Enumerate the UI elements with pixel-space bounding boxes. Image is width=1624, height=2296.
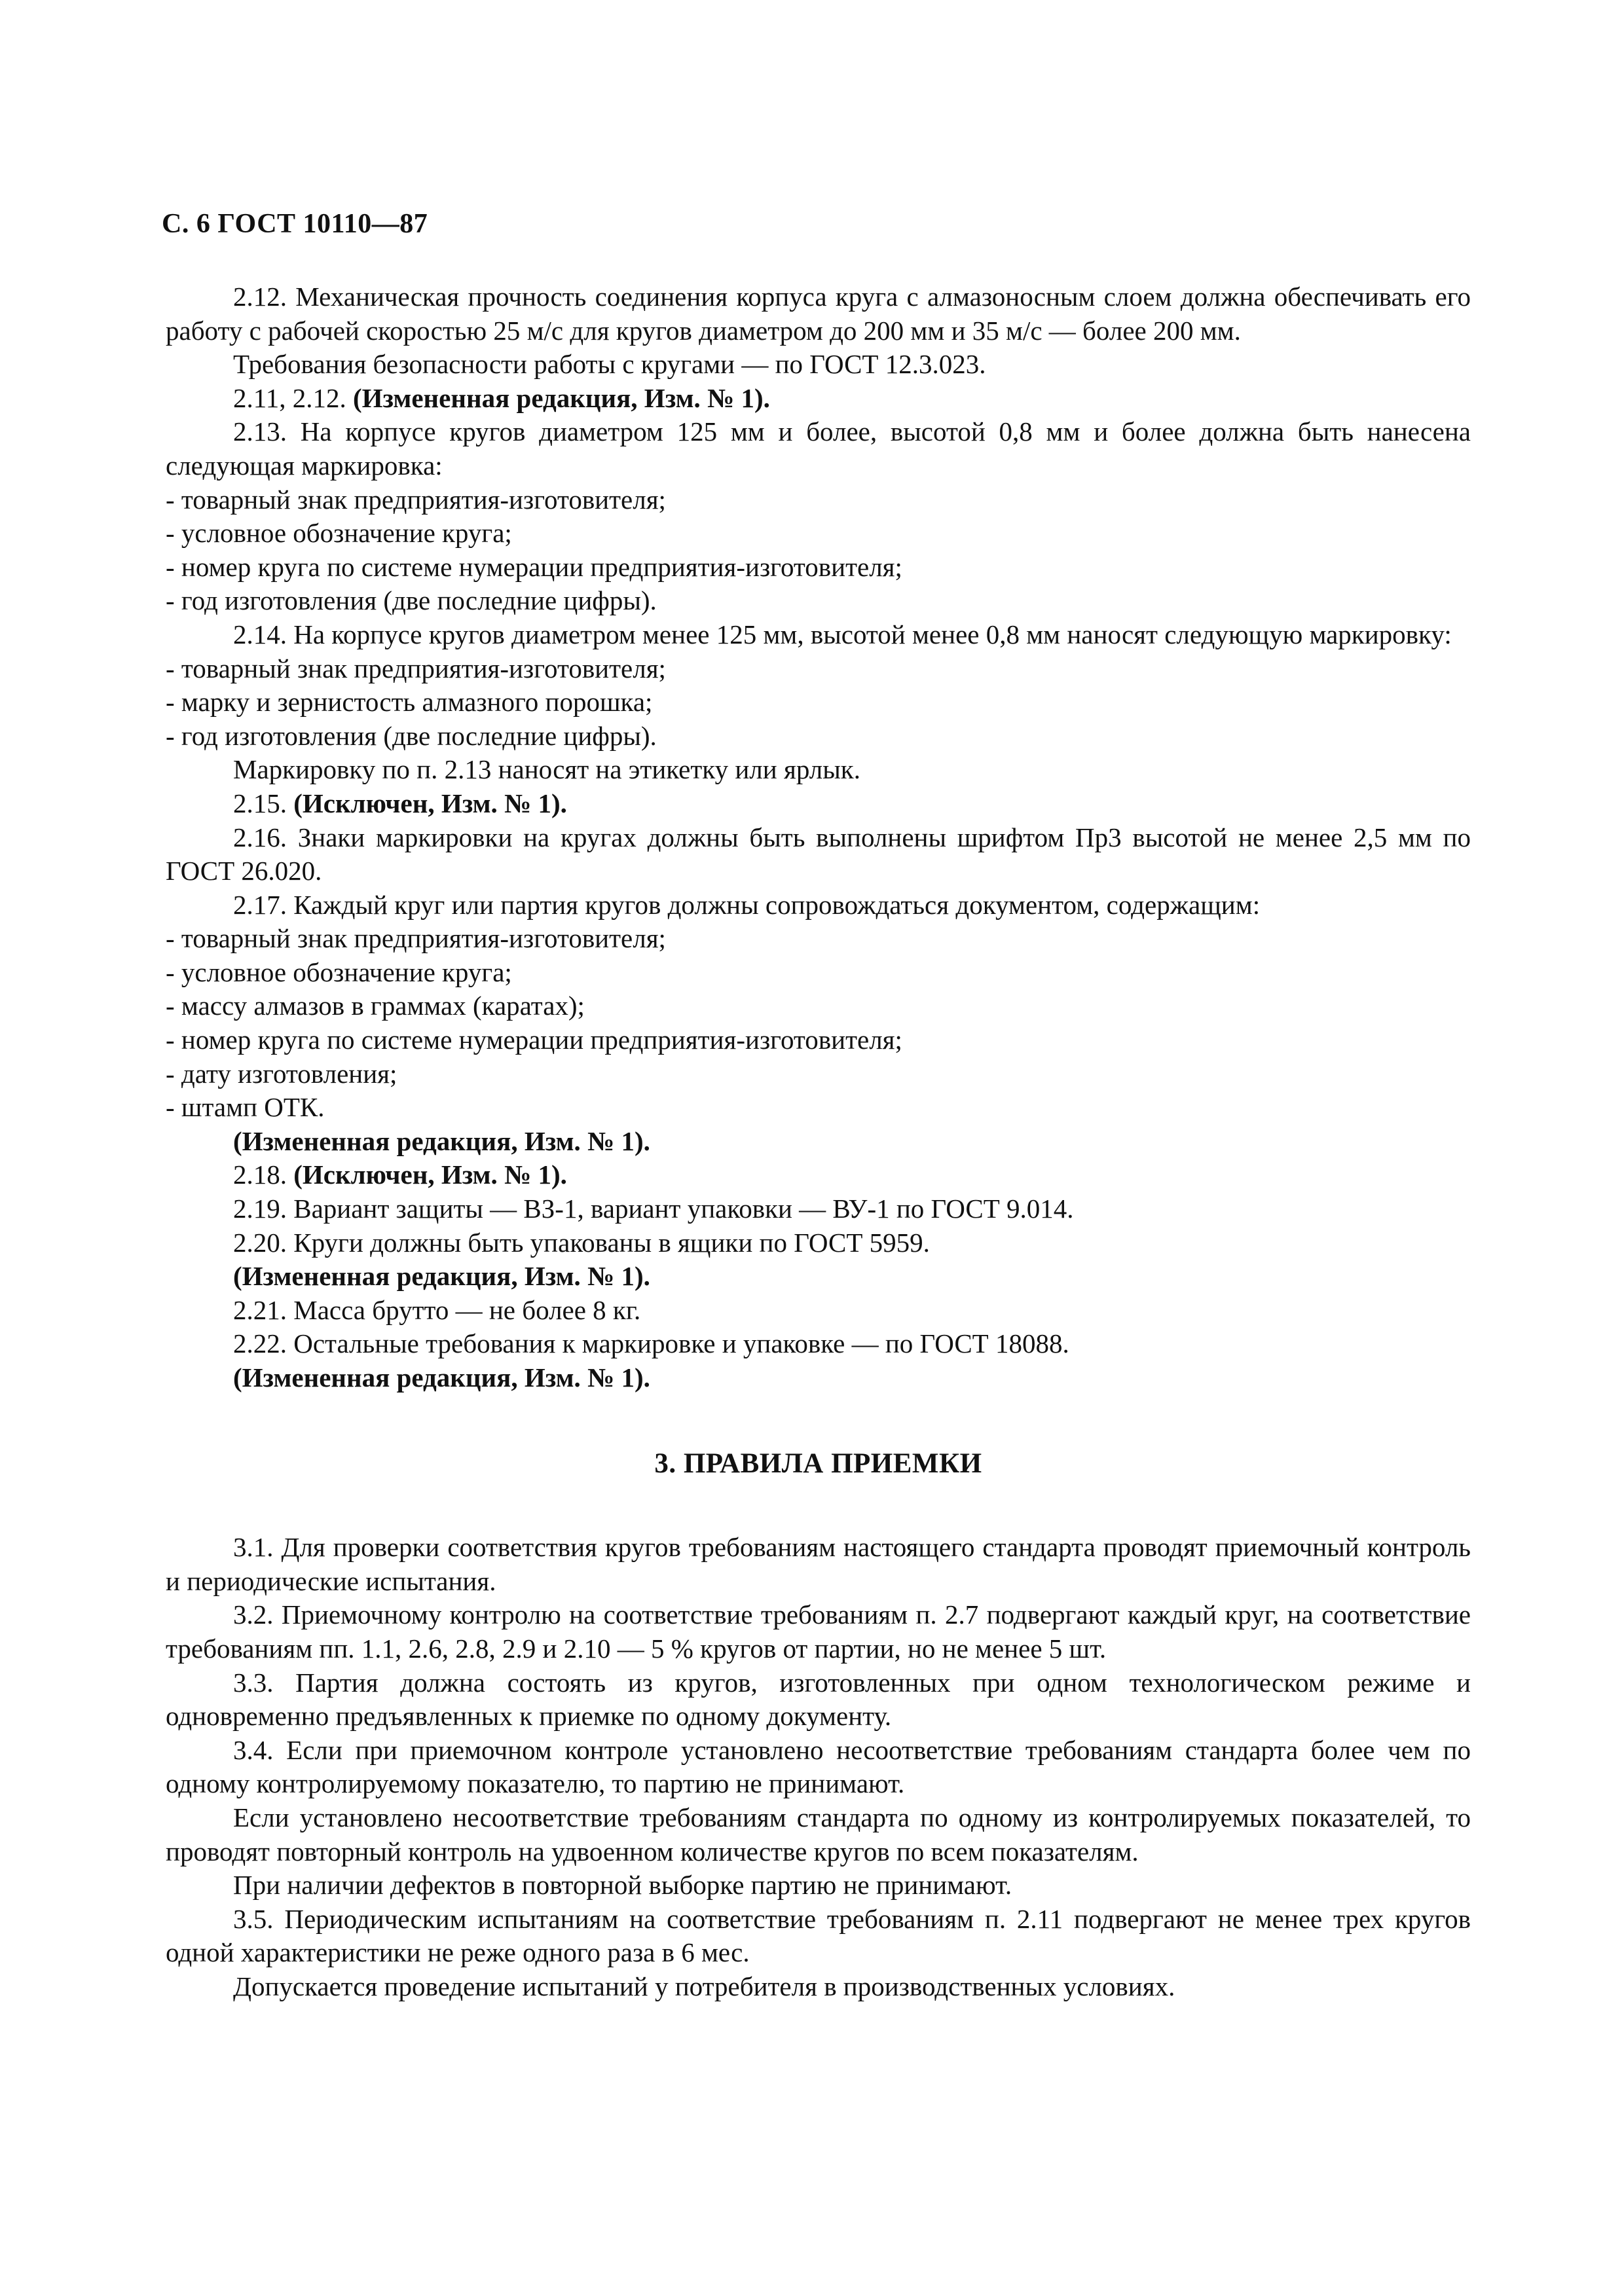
label-note: Маркировку по п. 2.13 наносят на этикетку или ярлык. <box>233 754 860 785</box>
paragraph-3-3: 3.3. Партия должна состоять из кругов, изготовленных при одном технологическом режиме и одновременно предъявленных к приемке по одному документу. <box>166 1667 1471 1732</box>
paragraph-3-4-repeat-check: Если установлено несоответствие требованиям стандарта по одному из контролируемых показателей, то проводят повторный контроль на удвоенном количестве кругов по всем показателям. <box>166 1802 1471 1867</box>
list-item: - массу алмазов в граммах (каратах); <box>166 991 585 1021</box>
amendment-note: (Измененная редакция, Изм. № 1). <box>233 1362 650 1393</box>
list-item: - условное обозначение круга; <box>166 518 512 549</box>
paragraph-2-12: 2.12. Механическая прочность соединения корпуса круга с алмазоносным слоем должна обеспечивать его работу с рабочей скоростью 25 м/с для кругов диаметром до 200 мм и 35 м/с — более 200 мм. <box>166 282 1471 346</box>
paragraph-2-22: 2.22. Остальные требования к маркировке и упаковке — по ГОСТ 18088. <box>233 1328 1069 1359</box>
page-header: С. 6 ГОСТ 10110—87 <box>162 209 428 239</box>
list-item: - товарный знак предприятия-изготовителя; <box>166 923 666 954</box>
paragraph-2-17: 2.17. Каждый круг или партия кругов должны сопровождаться документом, содержащим: <box>233 889 1261 920</box>
amendment-ref: 2.11, 2.12. <box>233 382 346 413</box>
amendment-label: (Измененная редакция, Изм. № 1). <box>352 382 770 413</box>
paragraph-2-19: 2.19. Вариант защиты — ВЗ-1, вариант упаковки — ВУ-1 по ГОСТ 9.014. <box>233 1194 1074 1224</box>
paragraph-3-4-defects: При наличии дефектов в повторной выборке партию не принимают. <box>233 1870 1012 1901</box>
list-item: - товарный знак предприятия-изготовителя; <box>166 484 666 515</box>
paragraph-number: 2.15. <box>233 788 287 818</box>
document-body <box>166 280 1471 2004</box>
paragraph-number: 2.18. <box>233 1159 287 1190</box>
paragraph-3-5-consumer: Допускается проведение испытаний у потребителя в производственных условиях. <box>233 1971 1175 2001</box>
list-item: - штамп ОТК. <box>166 1092 325 1123</box>
paragraph-3-2: 3.2. Приемочному контролю на соответствие требованиям п. 2.7 подвергают каждый круг, на соответствие требованиям пп. 1.1, 2.6, 2.8, 2.9 и 2.10 — 5 % кругов от партии, но не менее 5 шт. <box>166 1599 1471 1664</box>
excluded-label: (Исключен, Изм. № 1). <box>293 788 567 818</box>
list-item: - номер круга по системе нумерации предприятия-изготовителя; <box>166 1025 902 1055</box>
list-item: - марку и зернистость алмазного порошка; <box>166 687 653 718</box>
list-item: - условное обозначение круга; <box>166 957 512 987</box>
paragraph-2-13: 2.13. На корпусе кругов диаметром 125 мм и более, высотой 0,8 мм и более должна быть нанесена следующая маркировка: <box>166 416 1471 481</box>
safety-requirements: Требования безопасности работы с кругами — по ГОСТ 12.3.023. <box>233 349 986 380</box>
list-item: - товарный знак предприятия-изготовителя; <box>166 653 666 683</box>
paragraph-2-14: 2.14. На корпусе кругов диаметром менее 125 мм, высотой менее 0,8 мм наносят следующую маркировку: <box>233 619 1452 649</box>
paragraph-3-4: 3.4. Если при приемочном контроле установлено несоответствие требованиям стандарта более чем по одному контролируемому показателю, то партию не принимают. <box>166 1734 1471 1799</box>
paragraph-2-18 <box>166 1158 1471 1192</box>
list-item: - год изготовления (две последние цифры). <box>166 585 657 616</box>
list-item: - год изготовления (две последние цифры). <box>166 720 657 751</box>
list-item: - номер круга по системе нумерации предприятия-изготовителя; <box>166 551 902 582</box>
paragraph-2-16: 2.16. Знаки маркировки на кругах должны быть выполнены шрифтом Пр3 высотой не менее 2,5 мм по ГОСТ 26.020. <box>166 822 1471 886</box>
paragraph-3-1: 3.1. Для проверки соответствия кругов требованиям настоящего стандарта проводят приемочный контроль и периодические испытания. <box>166 1532 1471 1596</box>
amendment-note: (Измененная редакция, Изм. № 1). <box>233 1125 650 1156</box>
excluded-label: (Исключен, Изм. № 1). <box>293 1159 567 1190</box>
list-item: - дату изготовления; <box>166 1058 397 1089</box>
paragraph-2-20: 2.20. Круги должны быть упакованы в ящики по ГОСТ 5959. <box>233 1227 930 1258</box>
paragraph-2-21: 2.21. Масса брутто — не более 8 кг. <box>233 1294 641 1325</box>
paragraph-2-15 <box>166 787 1471 821</box>
amendment-note-2-11 <box>166 382 1471 416</box>
amendment-note: (Измененная редакция, Изм. № 1). <box>233 1261 650 1292</box>
section-title: 3. ПРАВИЛА ПРИЕМКИ <box>654 1448 982 1479</box>
paragraph-3-5: 3.5. Периодическим испытаниям на соответствие требованиям п. 2.11 подвергают не менее трех кругов одной характеристики не реже одного раза в 6 мес. <box>166 1903 1471 1968</box>
